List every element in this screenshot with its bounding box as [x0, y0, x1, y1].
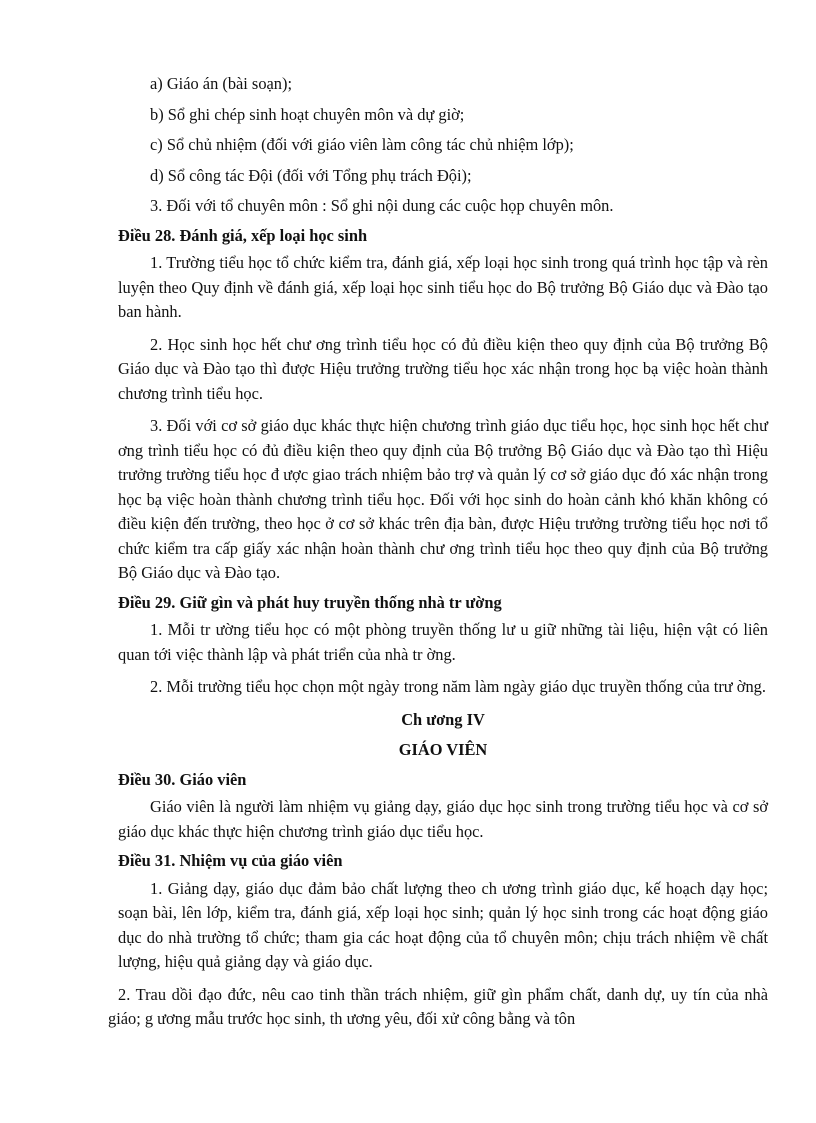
article-29-para-1: 1. Mỗi tr ường tiểu học có một phòng truyền thống lư u giữ những tài liệu, hiện vật có liên quan tới việc thành lập và phát triển của nhà tr ờng. [118, 620, 768, 664]
article-29-heading: Điều 29. Giữ gìn và phát huy truyền thống nhà tr ường [118, 592, 502, 612]
article-28-para-1: 1. Trường tiểu học tổ chức kiểm tra, đánh giá, xếp loại học sinh trong quá trình học tập và rèn luyện theo Quy định về đánh giá, xếp loại học sinh tiểu học do Bộ trưởng Bộ Giáo dục và Đào tạo ban hành. [118, 253, 768, 321]
item-3-department-minutes: 3. Đối với tổ chuyên môn : Sổ ghi nội dung các cuộc họp chuyên môn. [150, 196, 614, 215]
chapter-title: GIÁO VIÊN [398, 740, 488, 759]
article-28-para-2: 2. Học sinh học hết chư ơng trình tiểu học có đủ điều kiện theo quy định của Bộ trưởng Bộ Giáo dục và Đào tạo thì được Hiệu trưởng trường tiểu học xác nhận trong học bạ việc hoàn thành chương trình tiểu học. [118, 334, 768, 403]
article-30-para-1: Giáo viên là người làm nhiệm vụ giảng dạy, giáo dục học sinh trong trường tiểu học và cơ sở giáo dục khác thực hiện chương trình giáo dục tiểu học. [118, 797, 768, 841]
article-31-heading: Điều 31. Nhiệm vụ của giáo viên [118, 851, 343, 870]
article-28-para-3: 3. Đối với cơ sở giáo dục khác thực hiện chương trình giáo dục tiểu học, học sinh học hết chư ơng trình tiểu học có đủ điều kiện theo quy định của Bộ trưởng Bộ Giáo dục và Đào tạo thì Hiệu trưởng trường tiểu học đ ược giao trách nhiệm bảo trợ và quản lý cơ sở giáo dục đó xác nhận trong học bạ việc hoàn thành chương trình tiểu học. Đối với học sinh do hoàn cảnh khó khăn không có điều kiện đến trường, theo học ở cơ sở khác trên địa bàn, được Hiệu trưởng trường tiểu học nơi tổ chức kiểm tra cấp giấy xác nhận hoàn thành chư ơng trình tiểu học theo quy định của Bộ trưởng Bộ Giáo dục và Đào tạo. [118, 416, 768, 582]
item-d-team-work-book: d) Sổ công tác Đội (đối với Tổng phụ trách Đội); [150, 165, 472, 185]
item-c-homeroom-book: c) Sổ chủ nhiệm (đối với giáo viên làm công tác chủ nhiệm lớp); [150, 135, 574, 154]
item-b-professional-log: b) Sổ ghi chép sinh hoạt chuyên môn và dự giờ; [150, 104, 465, 124]
chapter-number: Ch ương IV [401, 709, 485, 729]
article-31-para-2: 2. Trau dồi đạo đức, nêu cao tinh thần trách nhiệm, giữ gìn phẩm chất, danh dự, uy tín của nhà giáo; g ương mẫu trước học sinh, th ương yêu, đối xử công bằng và tôn [108, 984, 768, 1028]
article-31-para-1: 1. Giảng dạy, giáo dục đảm bảo chất lượng theo ch ương trình giáo dục, kế hoạch dạy học; soạn bài, lên lớp, kiểm tra, đánh giá, xếp loại học sinh; quản lý học sinh trong các hoạt động giáo dục do nhà trường tổ chức; tham gia các hoạt động của tổ chuyên môn; chịu trách nhiệm về chất lượng, hiệu quả giảng dạy và giáo dục. [118, 878, 768, 971]
article-29-para-2: 2. Mỗi trường tiểu học chọn một ngày trong năm làm ngày giáo dục truyền thống của trư ờng. [150, 677, 766, 696]
item-a-lesson-plan: a) Giáo án (bài soạn); [150, 74, 292, 93]
article-28-heading: Điều 28. Đánh giá, xếp loại học sinh [118, 225, 368, 245]
article-30-heading: Điều 30. Giáo viên [118, 769, 247, 789]
document-page [108, 72, 768, 1032]
